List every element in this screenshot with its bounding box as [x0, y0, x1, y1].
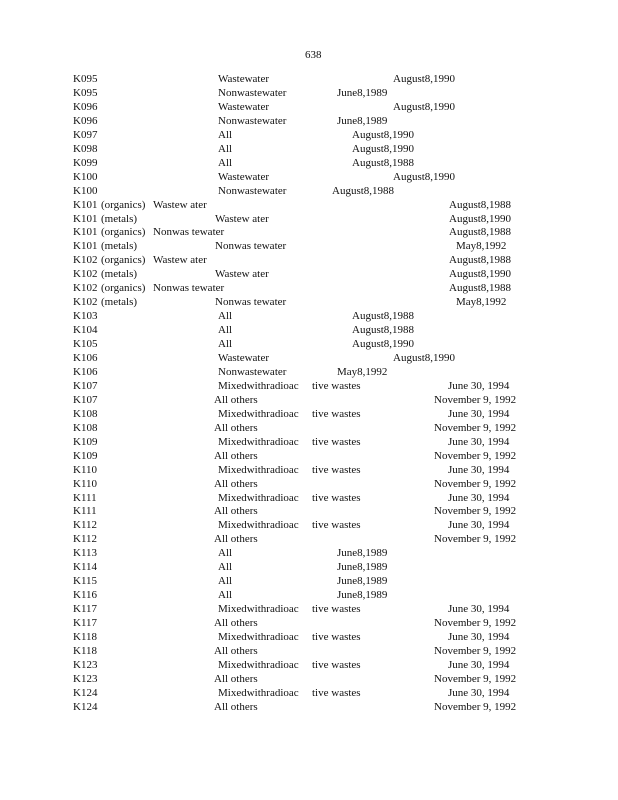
effective-date: August8,1990 [352, 128, 415, 141]
waste-type: All [218, 575, 233, 588]
waste-type: Mixedwithradioac [218, 658, 299, 671]
waste-type: All [218, 156, 233, 169]
effective-date: August8,1988 [449, 198, 512, 211]
waste-type-continued: tive wastes [312, 407, 361, 420]
waste-type: All [218, 142, 233, 155]
waste-type: Nonwastewater [218, 86, 287, 99]
waste-code: K107 [73, 379, 98, 392]
waste-type: All [218, 547, 233, 560]
effective-date: August8,1988 [352, 156, 415, 169]
effective-date: August8,1988 [352, 324, 415, 337]
effective-date: August8,1988 [449, 226, 512, 239]
waste-code: K117 [73, 603, 98, 616]
table-row [0, 588, 618, 602]
waste-type: Mixedwithradioac [218, 435, 299, 448]
effective-date: June 30, 1994 [448, 463, 510, 476]
effective-date: June8,1989 [337, 114, 388, 127]
waste-type: All others [214, 421, 258, 434]
waste-code: K109 [73, 449, 98, 462]
waste-type-continued: tive wastes [312, 686, 361, 699]
table-row [0, 658, 618, 672]
waste-type: Wastewater [218, 73, 270, 85]
waste-code: K116 [73, 589, 98, 602]
effective-date: August8,1988 [449, 254, 512, 267]
waste-code: K102 [73, 296, 98, 309]
table-row [0, 281, 618, 295]
effective-date: August8,1990 [393, 170, 456, 183]
waste-type: Nonwastewater [218, 184, 287, 197]
waste-type: Mixedwithradioac [218, 463, 299, 476]
waste-type: Nonwas tewater [215, 296, 287, 309]
table-row [0, 156, 618, 170]
waste-type: Wastewater [218, 352, 270, 364]
effective-date: August8,1990 [449, 212, 512, 225]
table-row [0, 560, 618, 574]
table-row [0, 253, 618, 267]
effective-date: November 9, 1992 [434, 393, 517, 406]
waste-qualifier: (metals) [101, 212, 138, 225]
waste-type: All others [214, 672, 258, 685]
waste-type-continued: tive wastes [312, 519, 361, 532]
table-row [0, 267, 618, 281]
waste-code: K109 [73, 435, 98, 448]
waste-code: K098 [73, 142, 98, 155]
effective-date: June 30, 1994 [448, 491, 510, 504]
waste-type: All [218, 338, 233, 351]
effective-date: June 30, 1994 [448, 686, 510, 699]
waste-type: Nonwas tewater [215, 240, 287, 253]
waste-type: All [218, 324, 233, 337]
waste-code: K100 [73, 184, 98, 197]
table-row [0, 644, 618, 658]
effective-date: June 30, 1994 [448, 658, 510, 671]
table-row [0, 407, 618, 421]
waste-code: K106 [73, 365, 98, 378]
waste-qualifier: (metals) [101, 240, 138, 253]
table-row [0, 128, 618, 142]
effective-date: November 9, 1992 [434, 449, 517, 462]
waste-code: K123 [73, 658, 98, 671]
effective-date: May8,1992 [337, 365, 388, 378]
effective-date: November 9, 1992 [434, 672, 517, 685]
waste-type: Mixedwithradioac [218, 603, 299, 616]
waste-code: K101 [73, 198, 98, 211]
table-row [0, 574, 618, 588]
waste-type: All others [214, 700, 258, 713]
waste-code: K102 [73, 282, 98, 295]
effective-date: May8,1992 [456, 240, 507, 253]
effective-date: November 9, 1992 [434, 617, 517, 630]
effective-date: June8,1989 [337, 547, 388, 560]
waste-type: All others [214, 644, 258, 657]
table-row [0, 114, 618, 128]
table-row [0, 309, 618, 323]
effective-date: August8,1990 [449, 268, 512, 281]
waste-type: Nonwas tewater [153, 226, 225, 239]
waste-code: K114 [73, 561, 98, 574]
table-row [0, 616, 618, 630]
waste-type: Mixedwithradioac [218, 686, 299, 699]
waste-code: K124 [73, 700, 98, 713]
table-row [0, 532, 618, 546]
waste-type: All others [214, 477, 258, 490]
waste-code: K101 [73, 240, 98, 253]
table-row [0, 351, 618, 365]
effective-date: June 30, 1994 [448, 435, 510, 448]
page-number: 638 [305, 49, 322, 61]
waste-code: K103 [73, 310, 98, 323]
table-row [0, 421, 618, 435]
effective-date: November 9, 1992 [434, 644, 517, 657]
waste-type: Wastew ater [215, 268, 269, 281]
table-row [0, 463, 618, 477]
table-row [0, 100, 618, 114]
table-row [0, 365, 618, 379]
waste-type: All others [214, 617, 258, 630]
waste-type: Nonwas tewater [153, 282, 225, 295]
waste-code: K115 [73, 575, 98, 588]
waste-qualifier: (metals) [101, 296, 138, 309]
waste-type: Mixedwithradioac [218, 407, 299, 420]
effective-date: June8,1989 [337, 561, 388, 574]
waste-code: K099 [73, 156, 98, 169]
waste-code: K106 [73, 352, 98, 364]
waste-type: All others [214, 393, 258, 406]
waste-code: K112 [73, 533, 98, 546]
waste-code: K097 [73, 128, 98, 141]
waste-code: K096 [73, 114, 98, 127]
effective-date: June 30, 1994 [448, 631, 510, 643]
waste-type: Wastew ater [153, 198, 207, 211]
effective-date: November 9, 1992 [434, 533, 517, 546]
waste-qualifier: (organics) [101, 254, 146, 267]
waste-type: All [218, 589, 233, 602]
waste-code: K100 [73, 170, 98, 183]
effective-date: November 9, 1992 [434, 477, 517, 490]
waste-qualifier: (organics) [101, 226, 146, 239]
table-row [0, 86, 618, 100]
effective-date: June 30, 1994 [448, 519, 510, 532]
table-row [0, 686, 618, 700]
waste-type: Mixedwithradioac [218, 491, 299, 504]
waste-type: Nonwastewater [218, 365, 287, 378]
waste-type: Nonwastewater [218, 114, 287, 127]
waste-type: All [218, 310, 233, 323]
effective-date: November 9, 1992 [434, 421, 517, 434]
waste-type: All others [214, 505, 258, 518]
effective-date: November 9, 1992 [434, 700, 517, 713]
waste-code: K118 [73, 644, 98, 657]
waste-type-continued: tive wastes [312, 463, 361, 476]
waste-code: K101 [73, 212, 98, 225]
waste-type-continued: tive wastes [312, 631, 361, 643]
table-row [0, 295, 618, 309]
waste-code: K110 [73, 463, 98, 476]
waste-code: K124 [73, 686, 98, 699]
effective-date: August8,1990 [352, 142, 415, 155]
table-row [0, 239, 618, 253]
table-row [0, 225, 618, 239]
waste-code: K104 [73, 324, 98, 337]
waste-code: K101 [73, 226, 98, 239]
effective-date: June8,1989 [337, 575, 388, 588]
table-row [0, 672, 618, 686]
waste-type: Wastew ater [153, 254, 207, 267]
table-row [0, 323, 618, 337]
table-row [0, 170, 618, 184]
waste-type: Wastewater [218, 100, 270, 113]
waste-type-continued: tive wastes [312, 379, 361, 392]
table-row [0, 142, 618, 156]
waste-code: K095 [73, 86, 98, 99]
waste-type: All [218, 128, 233, 141]
table-row [0, 630, 618, 644]
waste-type-continued: tive wastes [312, 491, 361, 504]
table-row [0, 435, 618, 449]
table-row [0, 491, 618, 505]
effective-date: August8,1988 [449, 282, 512, 295]
table-row [0, 337, 618, 351]
table-row [0, 379, 618, 393]
waste-qualifier: (organics) [101, 282, 146, 295]
waste-code: K110 [73, 477, 98, 490]
effective-date: May8,1992 [456, 296, 507, 309]
effective-date: November 9, 1992 [434, 505, 517, 518]
effective-date: June 30, 1994 [448, 603, 510, 616]
effective-date: August8,1990 [393, 73, 456, 85]
waste-qualifier: (metals) [101, 268, 138, 281]
waste-code: K102 [73, 254, 98, 267]
waste-type-continued: tive wastes [312, 603, 361, 616]
waste-code: K108 [73, 421, 98, 434]
effective-date: August8,1988 [332, 184, 395, 197]
table-row [0, 602, 618, 616]
effective-date: August8,1988 [352, 310, 415, 323]
waste-code: K108 [73, 407, 98, 420]
waste-type: Mixedwithradioac [218, 379, 299, 392]
waste-code: K096 [73, 100, 98, 113]
effective-date: August8,1990 [393, 100, 456, 113]
waste-type-continued: tive wastes [312, 658, 361, 671]
table-row [0, 449, 618, 463]
table-row [0, 546, 618, 560]
waste-code: K117 [73, 617, 98, 630]
waste-code: K113 [73, 547, 98, 560]
table-row [0, 518, 618, 532]
table-row [0, 72, 618, 86]
table-row [0, 477, 618, 491]
effective-date: June 30, 1994 [448, 407, 510, 420]
waste-qualifier: (organics) [101, 198, 146, 211]
effective-date: June8,1989 [337, 589, 388, 602]
effective-date: August8,1990 [352, 338, 415, 351]
table-row [0, 700, 618, 714]
effective-date: June8,1989 [337, 86, 388, 99]
waste-code: K107 [73, 393, 98, 406]
waste-type: All others [214, 449, 258, 462]
waste-code: K102 [73, 268, 98, 281]
waste-type-continued: tive wastes [312, 435, 361, 448]
waste-code: K112 [73, 519, 98, 532]
waste-type: Mixedwithradioac [218, 631, 299, 643]
table-row [0, 198, 618, 212]
effective-date: June 30, 1994 [448, 379, 510, 392]
waste-code: K095 [73, 73, 98, 85]
waste-code: K111 [73, 505, 97, 518]
waste-code: K118 [73, 631, 98, 643]
table-row [0, 393, 618, 407]
waste-code: K111 [73, 491, 97, 504]
waste-type: Wastewater [218, 170, 270, 183]
table-row [0, 184, 618, 198]
table-row [0, 504, 618, 518]
waste-type: All others [214, 533, 258, 546]
waste-code: K123 [73, 672, 98, 685]
waste-code: K105 [73, 338, 98, 351]
effective-date: August8,1990 [393, 352, 456, 364]
waste-type: All [218, 561, 233, 574]
table-row [0, 212, 618, 226]
waste-type: Wastew ater [215, 212, 269, 225]
waste-type: Mixedwithradioac [218, 519, 299, 532]
